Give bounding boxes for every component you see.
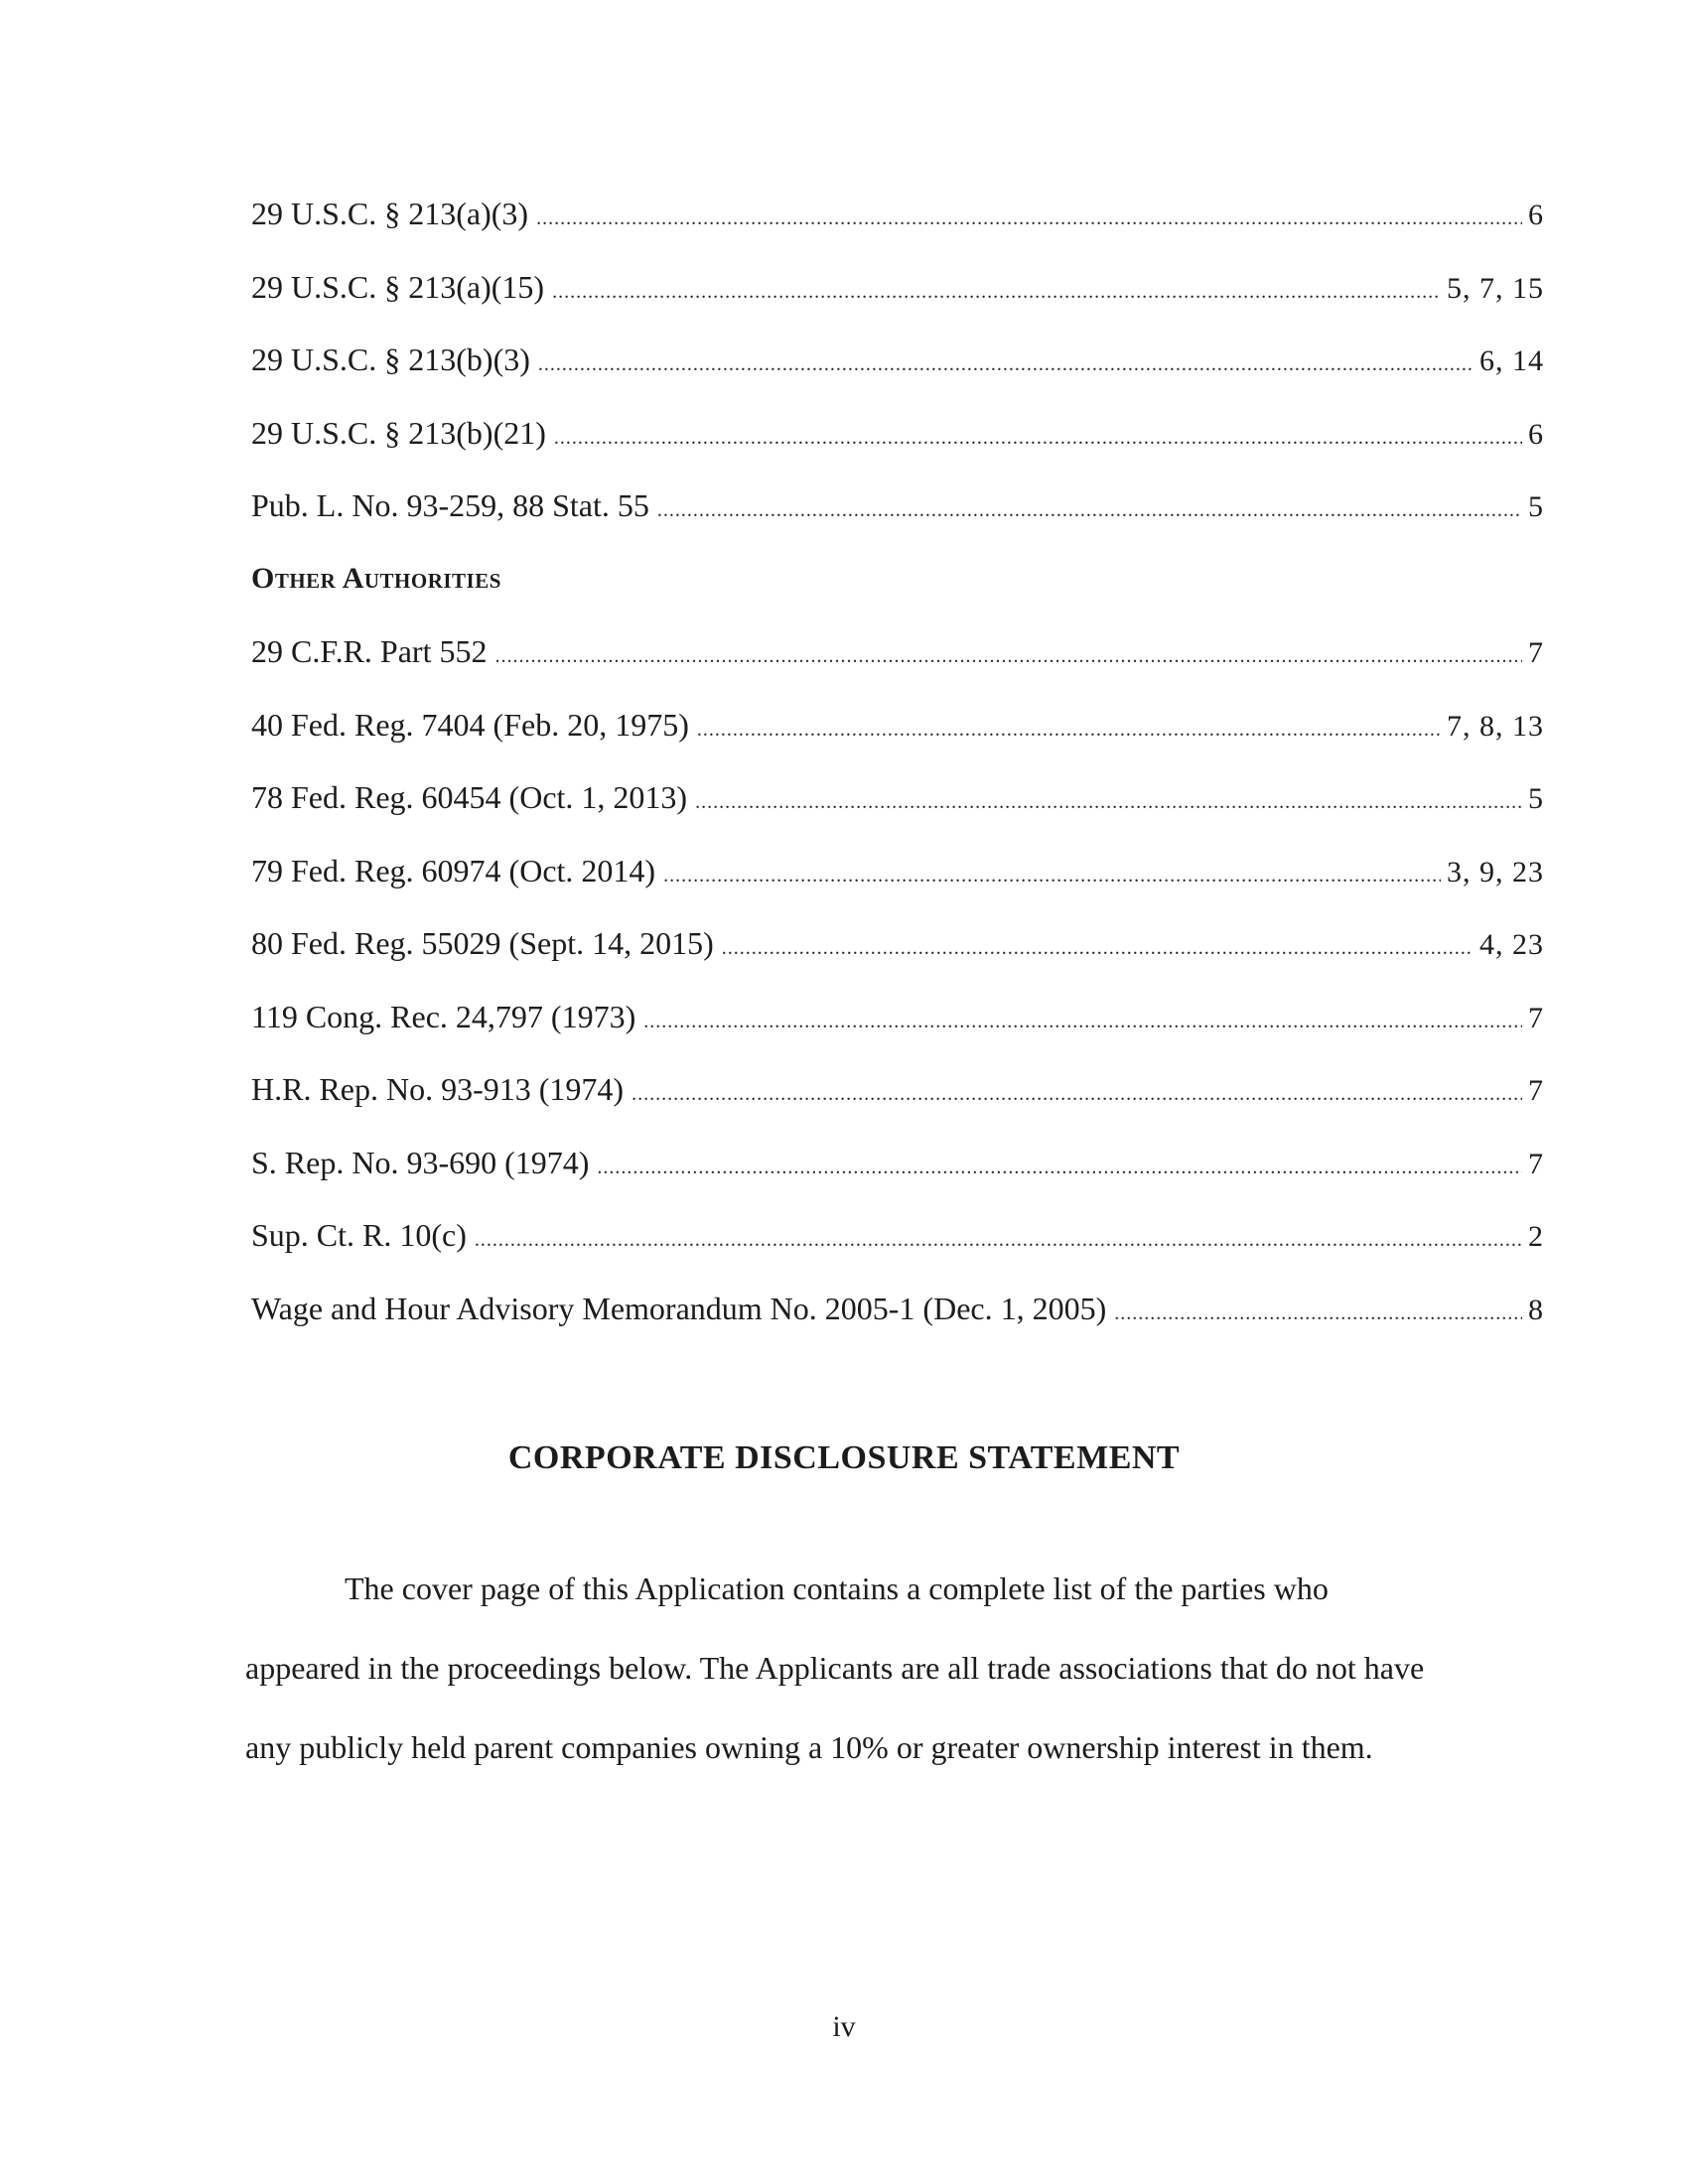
dot-leader <box>554 418 1522 458</box>
toc-entry <box>251 923 1544 997</box>
dot-leader <box>632 1074 1522 1114</box>
page-number: iv <box>832 2010 856 2043</box>
dot-leader <box>597 1148 1522 1187</box>
toc-citation: 29 U.S.C. § 213(b)(3) <box>251 341 530 377</box>
toc-entry <box>251 1143 1544 1216</box>
dot-leader <box>538 344 1474 384</box>
toc-page-refs: 6, 14 <box>1479 344 1544 377</box>
dot-leader <box>475 1220 1522 1260</box>
toc-page-refs: 7, 8, 13 <box>1447 709 1544 743</box>
toc-page-refs: 5, 7, 15 <box>1447 271 1544 305</box>
dot-leader <box>663 856 1441 895</box>
toc-page-refs: 6 <box>1528 199 1544 231</box>
toc-entry <box>251 340 1544 413</box>
toc-citation: Wage and Hour Advisory Memorandum No. 2005-1 (Dec. 1, 2005) <box>251 1290 1107 1326</box>
toc-page-refs: 2 <box>1528 1220 1544 1253</box>
toc-entry <box>251 194 1544 267</box>
toc-entry <box>251 1289 1544 1362</box>
toc-page-refs: 7 <box>1528 1074 1544 1107</box>
toc-entry <box>251 267 1544 341</box>
toc-entry <box>251 1215 1544 1289</box>
toc-page-refs: 7 <box>1528 1001 1544 1034</box>
toc-page-refs: 4, 23 <box>1479 928 1544 961</box>
dot-leader <box>695 782 1522 822</box>
disclosure-paragraph: The cover page of this Application contains a complete list of the parties who appeared in the proceedings below. The Applicants are all trade associations that do not have any publicly held parent companies owning a 10% or greater ownership interest in them. <box>245 1570 1425 1765</box>
dot-leader <box>657 490 1522 530</box>
toc-entry <box>251 705 1544 778</box>
toc-page-refs: 3, 9, 23 <box>1447 855 1544 888</box>
toc-entry <box>251 485 1544 559</box>
toc-page-refs: 5 <box>1528 782 1544 815</box>
dot-leader <box>643 1002 1522 1041</box>
toc-section-heading: Other Authorities <box>251 561 501 595</box>
toc-citation: 29 C.F.R. Part 552 <box>251 633 488 669</box>
toc-citation: S. Rep. No. 93-690 (1974) <box>251 1144 590 1180</box>
dot-leader <box>536 199 1522 238</box>
toc-page-refs: 5 <box>1528 490 1544 523</box>
toc-entry <box>251 777 1544 851</box>
toc-citation: 119 Cong. Rec. 24,797 (1973) <box>251 998 636 1034</box>
toc-citation: 79 Fed. Reg. 60974 (Oct. 2014) <box>251 852 656 888</box>
toc-entry <box>251 851 1544 924</box>
toc-citation: 40 Fed. Reg. 7404 (Feb. 20, 1975) <box>251 706 689 743</box>
toc-entry <box>251 997 1544 1070</box>
table-of-authorities <box>251 194 1544 1361</box>
dot-leader <box>552 272 1441 312</box>
toc-page-refs: 7 <box>1528 636 1544 669</box>
toc-citation: 78 Fed. Reg. 60454 (Oct. 1, 2013) <box>251 779 688 815</box>
dot-leader <box>1114 1294 1522 1333</box>
toc-page-refs: 6 <box>1528 417 1544 451</box>
toc-citation: H.R. Rep. No. 93-913 (1974) <box>251 1071 625 1107</box>
toc-citation: Pub. L. No. 93-259, 88 Stat. 55 <box>251 487 649 523</box>
toc-page-refs: 8 <box>1528 1293 1544 1326</box>
toc-entry <box>251 631 1544 705</box>
toc-entry <box>251 413 1544 486</box>
dot-leader <box>722 928 1474 968</box>
toc-citation: 29 U.S.C. § 213(a)(15) <box>251 268 545 305</box>
toc-citation: 29 U.S.C. § 213(b)(21) <box>251 414 546 451</box>
toc-citation: 80 Fed. Reg. 55029 (Sept. 14, 2015) <box>251 925 714 961</box>
toc-citation: Sup. Ct. R. 10(c) <box>251 1217 467 1253</box>
section-title: CORPORATE DISCLOSURE STATEMENT <box>507 1439 1181 1476</box>
dot-leader <box>494 636 1522 676</box>
toc-page-refs: 7 <box>1528 1147 1544 1180</box>
dot-leader <box>697 710 1441 750</box>
toc-citation: 29 U.S.C. § 213(a)(3) <box>251 196 529 231</box>
toc-entry <box>251 1069 1544 1143</box>
